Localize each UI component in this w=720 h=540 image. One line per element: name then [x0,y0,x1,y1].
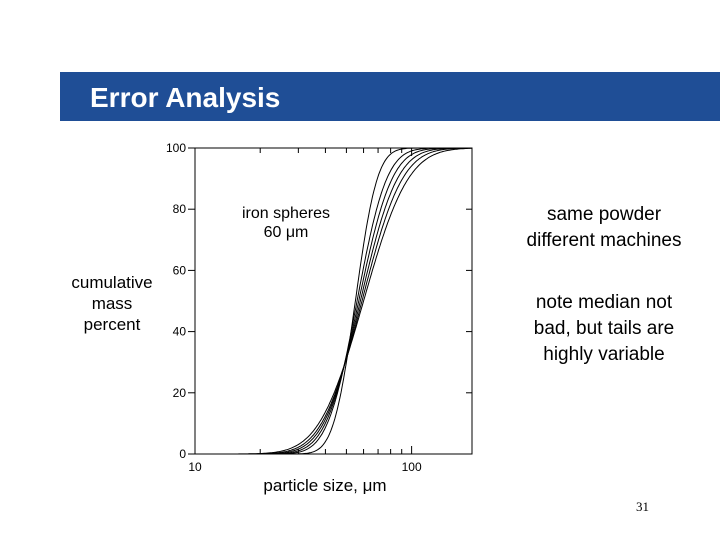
y-tick-label: 0 [179,447,186,461]
y-axis-label-line: cumulative mass percent [71,273,153,334]
distribution-curve [195,148,472,454]
y-tick-label: 60 [172,263,186,278]
y-tick-label: 20 [172,385,186,400]
x-axis-label: particle size, μm [263,476,387,495]
x-tick-label: 100 [401,460,422,474]
note-same-powder: same powder different machines [526,204,682,251]
distribution-curve [195,148,472,454]
slide-title: Error Analysis [90,82,281,113]
y-axis-label [58,272,166,335]
x-tick-label: 10 [188,460,202,474]
y-tick-label: 40 [172,324,186,339]
distribution-curve [195,148,472,454]
y-tick-label: 80 [172,202,186,217]
distribution-curve [195,148,472,454]
distribution-curve [195,148,472,454]
plot-frame [195,148,472,454]
distribution-curve [195,148,472,454]
y-tick-label: 100 [165,141,186,155]
chart-annotation: iron spheres 60 μm [241,205,331,241]
note-median: note median not bad, but tails are highly variable [533,292,675,365]
page-number: 31 [636,499,649,514]
